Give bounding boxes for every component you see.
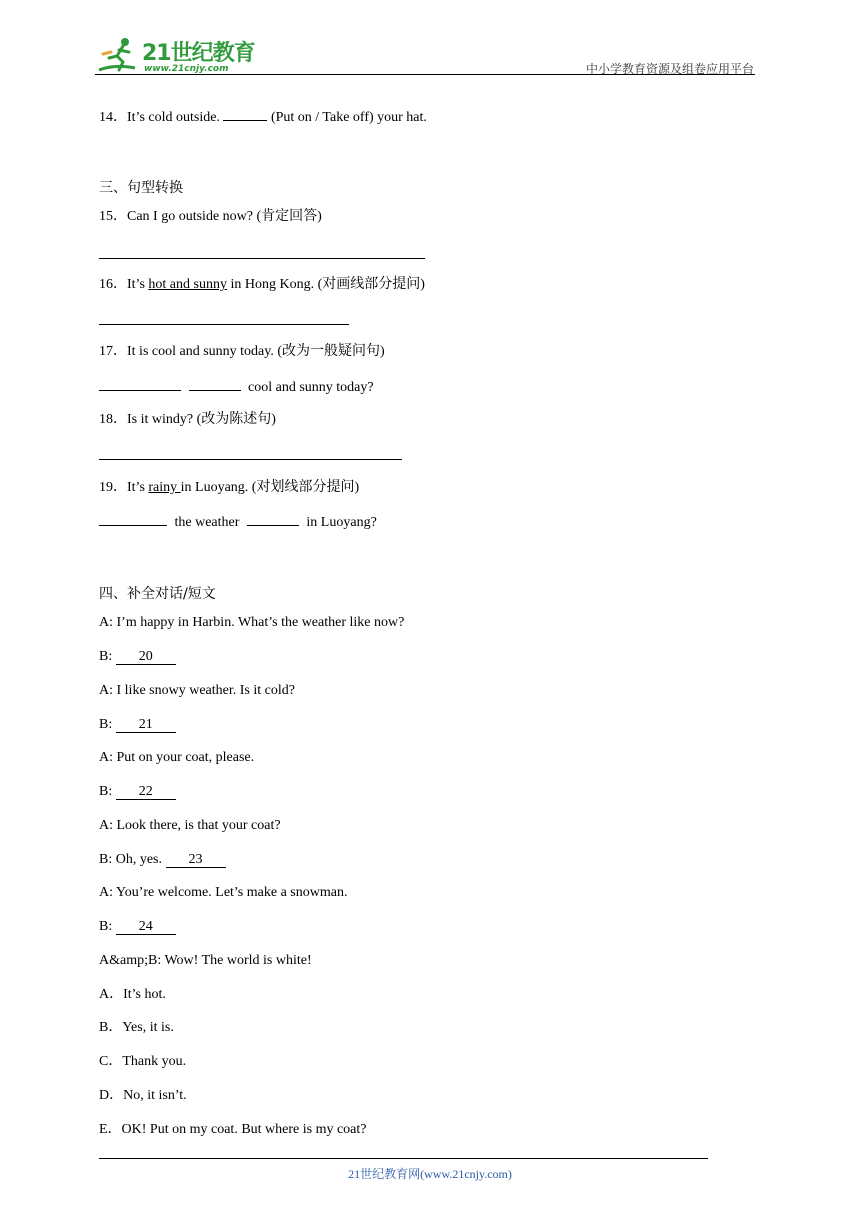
numbered-blank[interactable]: 23 (166, 852, 226, 868)
question-16-suffix: in Hong Kong. (对画线部分提问) (226, 277, 425, 292)
runner-logo-icon (95, 34, 145, 76)
logo-text: 21世纪教育 (142, 41, 255, 66)
option-b[interactable]: B．Yes, it is. (99, 1020, 174, 1035)
answer-blank[interactable] (99, 512, 167, 526)
numbered-blank[interactable]: 22 (116, 784, 176, 800)
section-title-3: 三、句型转换 (99, 180, 183, 196)
answer-blank[interactable] (223, 107, 267, 121)
question-14-options: (Put on / Take off) your hat. (267, 110, 427, 125)
question-17: 17．It is cool and sunny today. (改为一般疑问句) (99, 344, 385, 359)
dialogue-line (99, 884, 347, 902)
answer-line-15[interactable] (99, 258, 425, 259)
footer-link[interactable]: 21世纪教育网(www.21cnjy.com) (348, 1167, 512, 1181)
dialogue-text: Oh, yes. (115, 852, 166, 867)
speaker: A: (99, 750, 117, 765)
footer-divider (99, 1158, 708, 1159)
header-divider (95, 74, 755, 75)
answer-line-18[interactable] (99, 459, 402, 460)
section-title-4: 四、补全对话/短文 (99, 586, 216, 602)
dialogue-line (99, 851, 226, 869)
option-c[interactable]: C．Thank you. (99, 1054, 187, 1069)
numbered-blank[interactable]: 24 (116, 919, 176, 935)
dialogue-line (99, 817, 281, 835)
numbered-blank[interactable]: 20 (116, 649, 176, 665)
logo-url: www.21cnjy.com (144, 64, 229, 74)
dialogue-text: Look there, is that your coat? (116, 818, 281, 833)
speaker: B: (99, 784, 116, 799)
answer-row-19 (99, 512, 377, 532)
site-name: 中小学教育资源及组卷应用平台 (585, 62, 754, 76)
underlined-phrase: hot and sunny (148, 277, 227, 292)
option-e[interactable]: E．OK! Put on my coat. But where is my coat? (99, 1122, 367, 1137)
question-14 (99, 107, 427, 127)
question-19-suffix: in Luoyang. (对划线部分提问) (180, 480, 360, 495)
speaker: B: (99, 852, 116, 867)
option-d[interactable]: D．No, it isn’t. (99, 1088, 187, 1103)
dialogue-line (99, 783, 176, 801)
dialogue-line (99, 716, 176, 734)
speaker: A: (99, 615, 117, 630)
speaker: A&amp;B: (99, 953, 165, 968)
speaker: A: (99, 818, 117, 833)
answer-line-16[interactable] (99, 324, 349, 325)
answer-blank[interactable] (247, 512, 299, 526)
underlined-phrase: rainy (148, 480, 181, 495)
dialogue-text: I like snowy weather. Is it cold? (116, 683, 295, 698)
dialogue-line (99, 749, 254, 767)
dialogue-line (99, 918, 176, 936)
dialogue-text: Put on your coat, please. (116, 750, 255, 765)
option-a[interactable]: A．It’s hot. (99, 987, 166, 1002)
answer-suffix: in Luoyang? (302, 515, 377, 530)
question-16-prefix: 16．It’s (99, 277, 149, 292)
question-16 (99, 276, 425, 294)
speaker: B: (99, 649, 116, 664)
dialogue-line (99, 682, 295, 700)
dialogue-line (99, 614, 404, 632)
answer-suffix: cool and sunny today? (244, 380, 374, 395)
answer-blank[interactable] (99, 377, 181, 391)
answer-mid: the weather (171, 515, 243, 530)
question-19 (99, 479, 359, 497)
speaker: B: (99, 717, 116, 732)
answer-row-17 (99, 377, 374, 397)
dialogue-line (99, 648, 176, 666)
speaker: B: (99, 919, 116, 934)
question-15: 15．Can I go outside now? (肯定回答) (99, 209, 322, 224)
answer-blank[interactable] (189, 377, 241, 391)
dialogue-text: Wow! The world is white! (164, 953, 312, 968)
dialogue-text: You’re welcome. Let’s make a snowman. (115, 885, 348, 900)
speaker: A: (99, 683, 117, 698)
question-19-prefix: 19．It’s (99, 480, 149, 495)
speaker: A: (99, 885, 116, 900)
question-18: 18．Is it windy? (改为陈述句) (99, 412, 276, 427)
dialogue-line (99, 952, 312, 970)
dialogue-text: I’m happy in Harbin. What’s the weather like now? (116, 615, 405, 630)
question-14-text: 14．It’s cold outside. (99, 110, 224, 125)
numbered-blank[interactable]: 21 (116, 717, 176, 733)
